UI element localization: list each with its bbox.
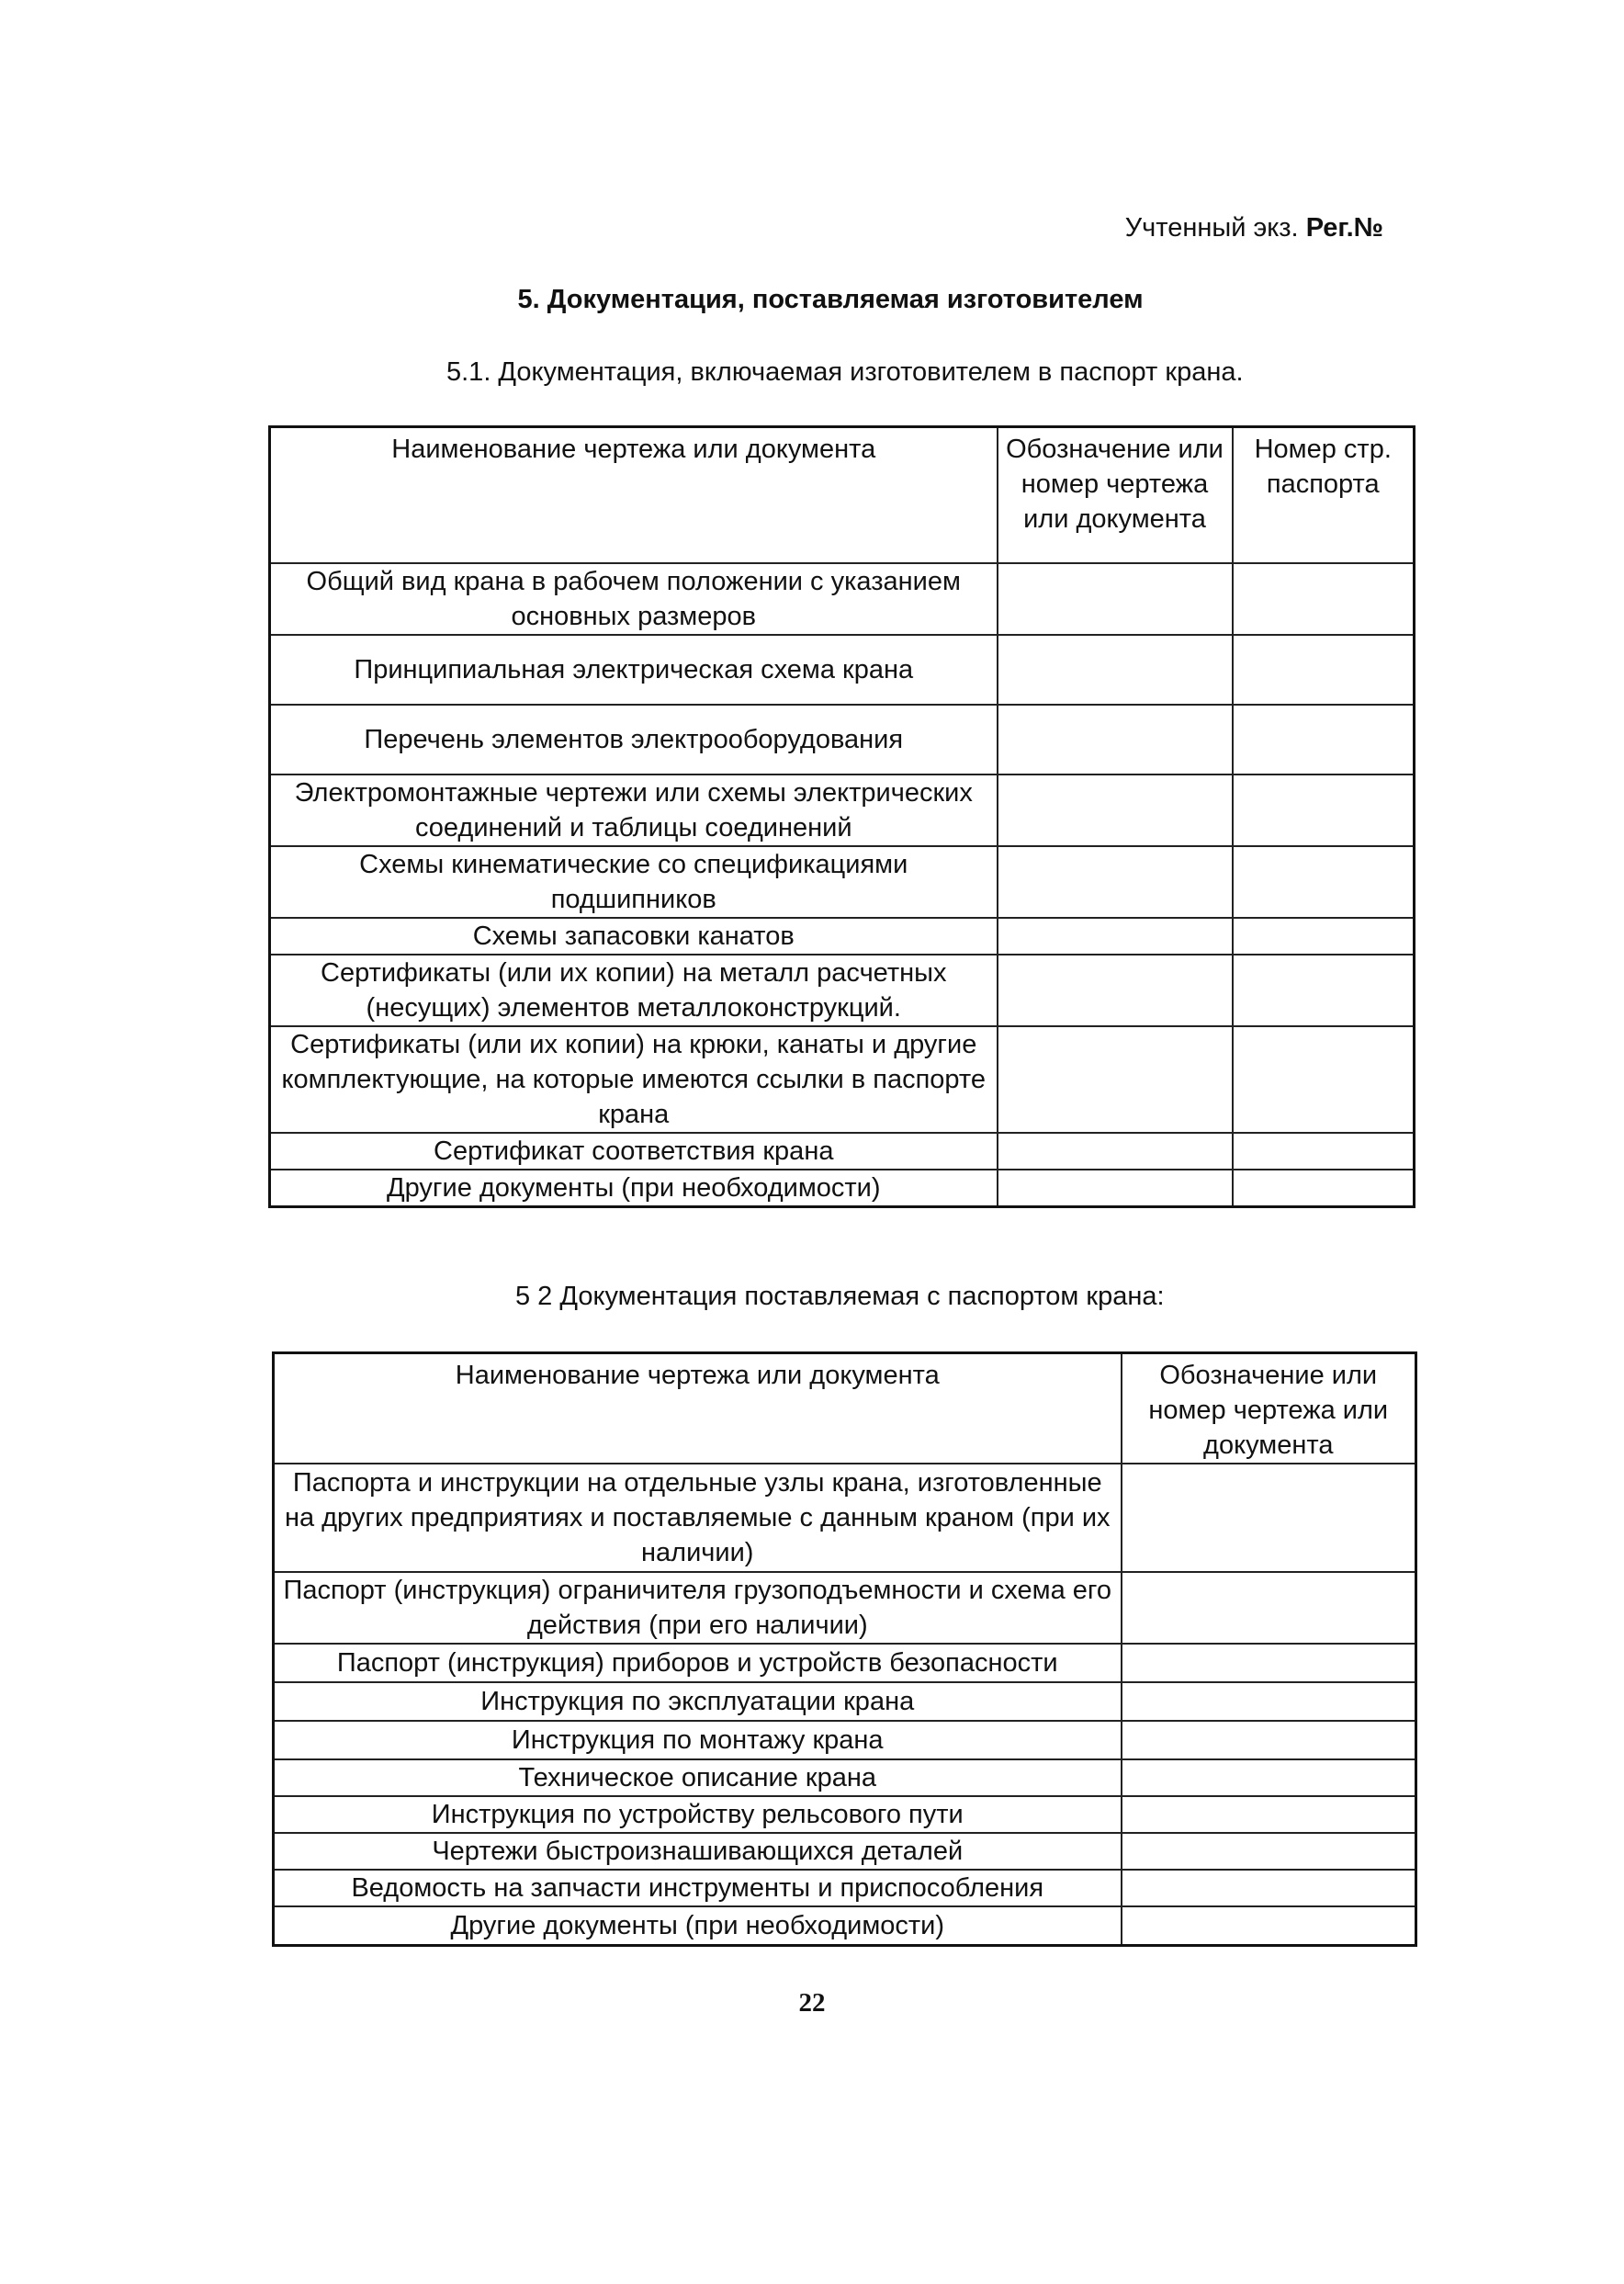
document-name-cell: Паспорт (инструкция) ограничителя грузоподъемности и схема его действия (при его наличии)	[274, 1572, 1122, 1644]
document-name-cell: Другие документы (при необходимости)	[270, 1170, 998, 1207]
page-cell	[1233, 918, 1415, 955]
document-name-cell: Сертификаты (или их копии) на крюки, канаты и другие комплектующие, на которые имеются ссылки в паспорте крана	[270, 1026, 998, 1133]
table-row	[270, 846, 1415, 918]
document-name-cell: Техническое описание крана	[274, 1759, 1122, 1796]
table-row	[270, 1170, 1415, 1207]
designation-cell	[1122, 1572, 1416, 1644]
document-name-cell: Ведомость на запчасти инструменты и приспособления	[274, 1870, 1122, 1906]
designation-cell	[1122, 1870, 1416, 1906]
document-name-cell: Схемы кинематические со спецификациями подшипников	[270, 846, 998, 918]
page-number: 22	[798, 1988, 826, 2018]
designation-cell	[1122, 1721, 1416, 1759]
designation-cell	[998, 705, 1233, 775]
table-row	[270, 775, 1415, 846]
page-cell	[1233, 563, 1415, 635]
table2-title: 5 2 Документация поставляемая с паспортом крана:	[515, 1282, 1165, 1311]
designation-cell	[998, 563, 1233, 635]
document-name-cell: Инструкция по эксплуатации крана	[274, 1682, 1122, 1721]
table-row	[270, 705, 1415, 775]
copy-label: Учтенный экз.	[1124, 213, 1299, 243]
document-name-cell: Сертификаты (или их копии) на металл расчетных (несущих) элементов металлоконструкций.	[270, 955, 998, 1026]
table-row	[274, 1464, 1416, 1572]
table-row	[270, 563, 1415, 635]
section-title: 5. Документация, поставляемая изготовителем	[517, 285, 1144, 314]
column-header-designation: Обозначение или номер чертежа или документа	[1122, 1353, 1416, 1464]
document-name-cell: Чертежи быстроизнашивающихся деталей	[274, 1833, 1122, 1870]
table-row	[270, 955, 1415, 1026]
column-header-name: Наименование чертежа или документа	[270, 427, 998, 563]
designation-cell	[1122, 1833, 1416, 1870]
page-cell	[1233, 1026, 1415, 1133]
documentation-table-1	[268, 425, 1415, 1208]
table-row	[274, 1721, 1416, 1759]
reg-label: Рег.№	[1305, 213, 1383, 243]
designation-cell	[1122, 1464, 1416, 1572]
designation-cell	[998, 775, 1233, 846]
table1-title: 5.1. Документация, включаемая изготовителем в паспорт крана.	[446, 357, 1244, 387]
column-header-designation: Обозначение или номер чертежа или документа	[998, 427, 1233, 563]
document-name-cell: Общий вид крана в рабочем положении с указанием основных размеров	[270, 563, 998, 635]
document-name-cell: Паспорта и инструкции на отдельные узлы крана, изготовленные на других предприятиях и поставляемые с данным краном (при их наличии)	[274, 1464, 1122, 1572]
table-header-row	[270, 427, 1415, 563]
document-name-cell: Сертификат соответствия крана	[270, 1133, 998, 1170]
document-name-cell: Перечень элементов электрооборудования	[270, 705, 998, 775]
designation-cell	[1122, 1682, 1416, 1721]
table-header-row	[274, 1353, 1416, 1464]
designation-cell	[1122, 1796, 1416, 1833]
document-name-cell: Электромонтажные чертежи или схемы электрических соединений и таблицы соединений	[270, 775, 998, 846]
page-cell	[1233, 705, 1415, 775]
designation-cell	[998, 635, 1233, 705]
designation-cell	[998, 846, 1233, 918]
table-row	[274, 1644, 1416, 1682]
table-row	[270, 635, 1415, 705]
designation-cell	[998, 1170, 1233, 1207]
page-cell	[1233, 846, 1415, 918]
table-row	[274, 1833, 1416, 1870]
column-header-name: Наименование чертежа или документа	[274, 1353, 1122, 1464]
page-cell	[1233, 1170, 1415, 1207]
document-name-cell: Инструкция по монтажу крана	[274, 1721, 1122, 1759]
table-row	[274, 1572, 1416, 1644]
designation-cell	[998, 955, 1233, 1026]
document-name-cell: Принципиальная электрическая схема крана	[270, 635, 998, 705]
designation-cell	[1122, 1644, 1416, 1682]
designation-cell	[998, 918, 1233, 955]
documentation-table-2	[272, 1351, 1417, 1947]
column-header-page: Номер стр. паспорта	[1233, 427, 1415, 563]
designation-cell	[1122, 1759, 1416, 1796]
table-row	[274, 1796, 1416, 1833]
table-row	[270, 1026, 1415, 1133]
designation-cell	[998, 1026, 1233, 1133]
document-name-cell: Паспорт (инструкция) приборов и устройств безопасности	[274, 1644, 1122, 1682]
registration-line	[1125, 213, 1383, 243]
page-cell	[1233, 1133, 1415, 1170]
page-cell	[1233, 955, 1415, 1026]
table-row	[274, 1870, 1416, 1906]
table-row	[270, 918, 1415, 955]
page-cell	[1233, 635, 1415, 705]
table-row	[274, 1759, 1416, 1796]
table-row	[270, 1133, 1415, 1170]
document-name-cell: Другие документы (при необходимости)	[274, 1906, 1122, 1945]
document-name-cell: Инструкция по устройству рельсового пути	[274, 1796, 1122, 1833]
designation-cell	[998, 1133, 1233, 1170]
page-cell	[1233, 775, 1415, 846]
document-name-cell: Схемы запасовки канатов	[270, 918, 998, 955]
table-row	[274, 1906, 1416, 1945]
table-row	[274, 1682, 1416, 1721]
designation-cell	[1122, 1906, 1416, 1945]
